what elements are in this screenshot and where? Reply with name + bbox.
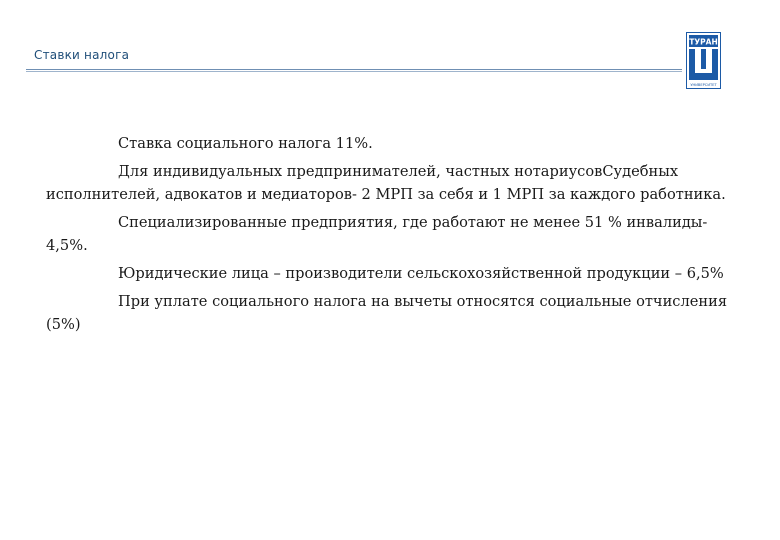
body-text: [46, 132, 746, 341]
header-divider: [26, 69, 682, 72]
logo-text-bottom: УНИВЕРСИТЕТ: [690, 83, 717, 87]
paragraph-agricultural-producers: Юридические лица – производители сельскохозяйственной продукции – 6,5%: [118, 265, 724, 282]
turan-logo: [686, 32, 721, 89]
paragraph-social-tax-rate: Ставка социального налога 11%.: [118, 135, 373, 152]
paragraph-individual-entrepreneurs: Для индивидуальных предпринимателей, частных нотариусовСудебных исполнителей, адвокатов и медиаторов- 2 МРП за себя и 1 МРП за каждого работника.: [46, 163, 726, 203]
turan-logo-icon: [686, 32, 721, 89]
logo-text-top: ТУРАН: [689, 37, 718, 47]
paragraph-deductions: При уплате социального налога на вычеты относятся социальные отчисления (5%): [46, 293, 728, 333]
paragraph-specialized-enterprises: Специализированные предприятия, где работают не менее 51 % инвалиды- 4,5%.: [46, 214, 708, 254]
slide-title: Ставки налога: [34, 48, 130, 62]
